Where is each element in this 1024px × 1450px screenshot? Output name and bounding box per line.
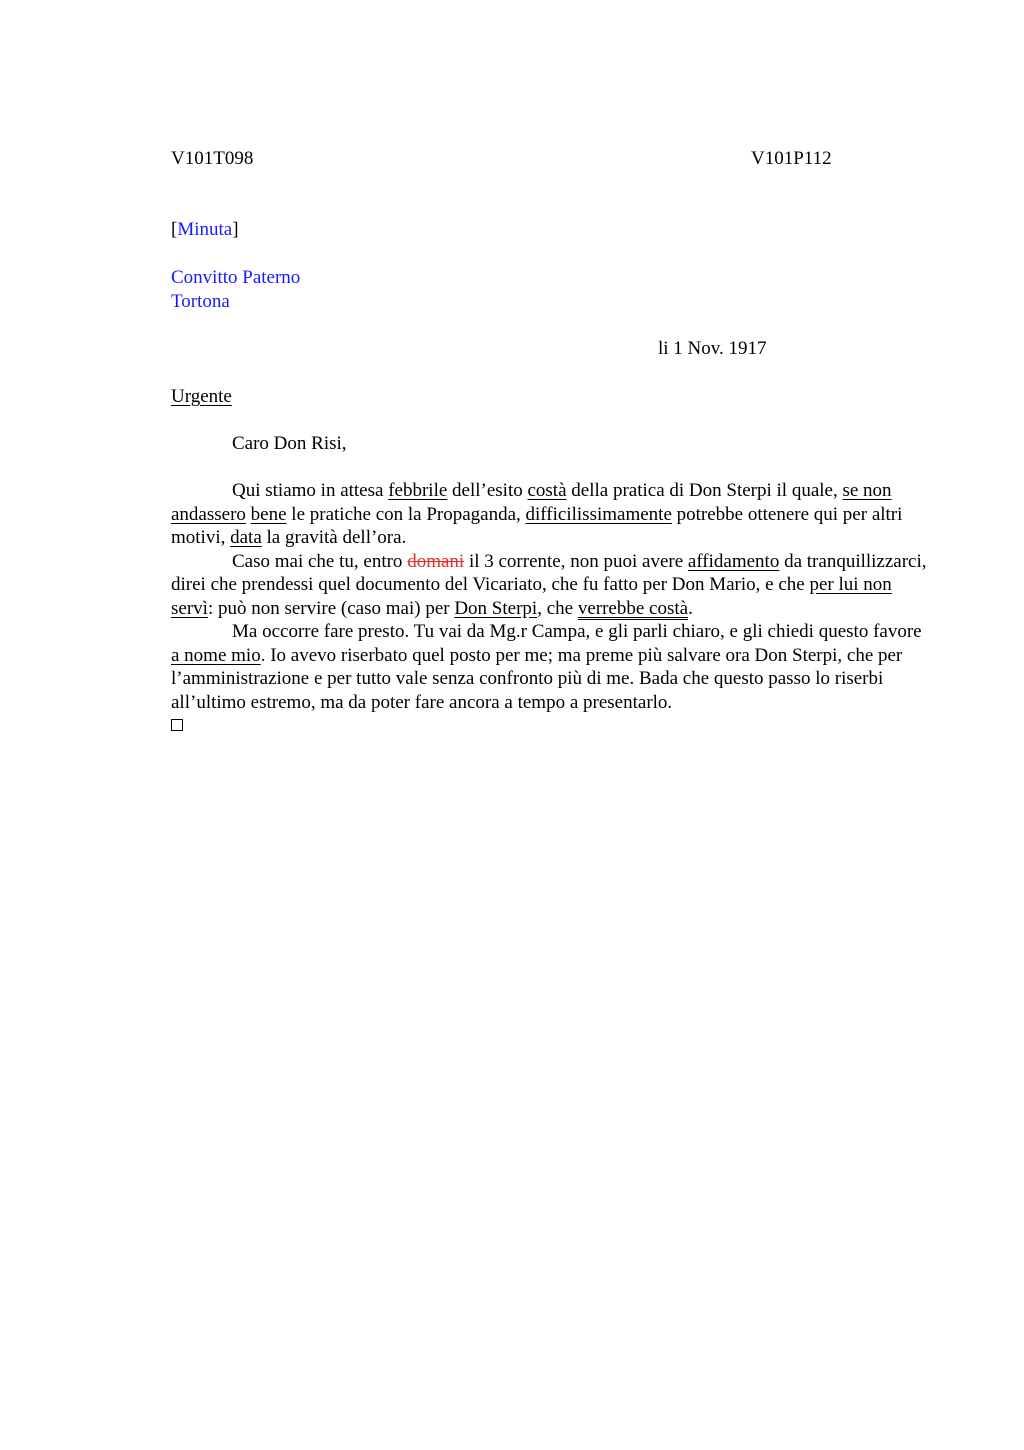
text-run: Ma occorre fare presto. Tu vai da Mg.r Campa, e gli parli chiaro, e gli chiedi questo favore [232, 621, 922, 642]
underlined-text: affidamento [687, 550, 780, 572]
paragraph-1 [171, 479, 931, 550]
minuta-bracket-open: [ [171, 219, 178, 240]
text-run: . Io avevo riserbato quel posto per me; ma preme più salvare ora Don Sterpi, che per l’amministrazione e per tutto vale senza confronto più di me. Bada che questo passo lo riserbi all’ultimo estremo, ma da poter fare ancora a tempo a presentarlo. [171, 644, 903, 713]
double-underlined-text: verrebbe costà [577, 597, 689, 619]
text-run: Qui stiamo in attesa [232, 480, 389, 501]
square-icon [171, 714, 931, 738]
text-run: : può non servire (caso mai) per [207, 597, 455, 619]
underlined-text: a nome mio [171, 644, 261, 666]
address-line-1: Convitto Paterno [171, 267, 301, 288]
text-run: potrebbe ottenere qui per altri motivi, [171, 503, 903, 548]
letter-body [171, 479, 931, 738]
minuta-bracket-close: ] [232, 219, 239, 240]
text-run: dell’esito [447, 480, 528, 501]
underlined-text: se non andassero [171, 480, 892, 525]
underlined-text: per lui non servì [171, 574, 892, 619]
paragraph-2 [171, 550, 931, 621]
text-run: il 3 corrente, non puoi avere [464, 550, 688, 572]
minuta-label: Minuta [177, 219, 233, 240]
underlined-text: febbrile [388, 480, 448, 501]
document-code-right: V101P112 [751, 148, 832, 169]
deleted-text: domani [407, 550, 465, 572]
address-line-2: Tortona [171, 291, 230, 312]
underlined-text: difficilissimamente [525, 503, 672, 525]
underlined-text: Don Sterpi [454, 597, 538, 619]
text-run: Caso mai che tu, entro [232, 550, 408, 572]
underlined-text: costà [527, 480, 567, 501]
minuta-note [171, 218, 239, 242]
underlined-text: data [230, 527, 262, 548]
underlined-text: bene [250, 503, 287, 525]
text-run: , che [537, 597, 578, 619]
paragraph-3 [171, 620, 931, 714]
salutation: Caro Don Risi, [232, 433, 347, 454]
letter-date: li 1 Nov. 1917 [658, 338, 767, 359]
urgent-label: Urgente [171, 386, 232, 407]
text-run: la gravità dell’ora. [261, 527, 407, 548]
text-run: da tranquillizzarci, direi che prendessi quel documento del Vicariato, che fu fatto per Don Mario, e che [171, 550, 927, 595]
text-run: della pratica di Don Sterpi il quale, [566, 480, 843, 501]
document-code-left: V101T098 [171, 148, 254, 169]
text-run: . [688, 597, 693, 619]
text-run: le pratiche con la Propaganda, [286, 503, 526, 525]
